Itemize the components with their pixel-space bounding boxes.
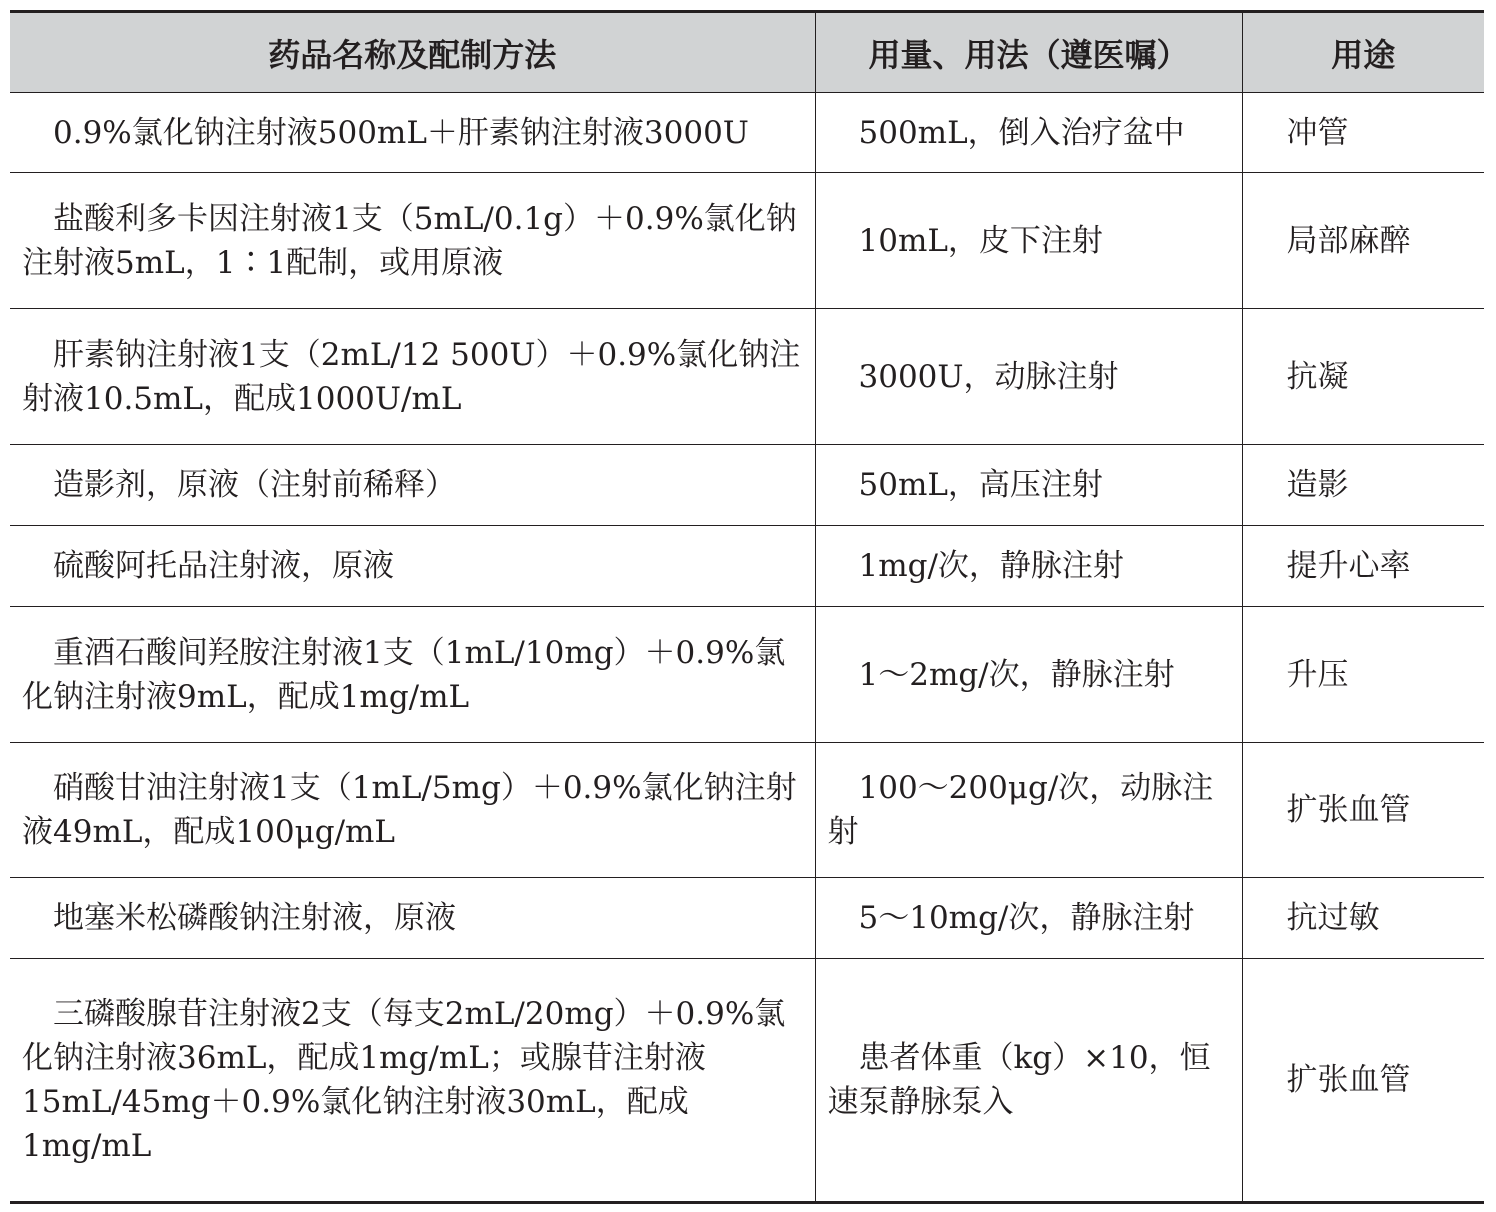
header-dosage: 用量、用法（遵医嘱） bbox=[815, 12, 1242, 93]
drug-name-cell: 盐酸利多卡因注射液1支（5mL/0.1g）＋0.9%氯化钠注射液5mL，1∶1配制，或用原液 bbox=[10, 173, 815, 309]
drug-name-cell: 重酒石酸间羟胺注射液1支（1mL/10mg）＋0.9%氯化钠注射液9mL，配成1mg/mL bbox=[10, 607, 815, 743]
dosage-cell: 500mL，倒入治疗盆中 bbox=[815, 93, 1242, 173]
dosage-cell: 1mg/次，静脉注射 bbox=[815, 526, 1242, 607]
dosage-cell: 5～10mg/次，静脉注射 bbox=[815, 878, 1242, 959]
purpose-cell: 提升心率 bbox=[1242, 526, 1484, 607]
purpose-cell: 扩张血管 bbox=[1242, 959, 1484, 1203]
dosage-cell: 100～200μg/次，动脉注射 bbox=[815, 743, 1242, 878]
table-row bbox=[10, 93, 1484, 173]
drug-table bbox=[10, 10, 1484, 1204]
dosage-cell: 1～2mg/次，静脉注射 bbox=[815, 607, 1242, 743]
header-drug-name: 药品名称及配制方法 bbox=[10, 12, 815, 93]
drug-name-cell: 肝素钠注射液1支（2mL/12 500U）＋0.9%氯化钠注射液10.5mL，配成1000U/mL bbox=[10, 309, 815, 445]
drug-name-cell: 地塞米松磷酸钠注射液，原液 bbox=[10, 878, 815, 959]
table-row bbox=[10, 445, 1484, 526]
drug-name-cell: 硫酸阿托品注射液，原液 bbox=[10, 526, 815, 607]
table-row bbox=[10, 173, 1484, 309]
drug-name-cell: 造影剂，原液（注射前稀释） bbox=[10, 445, 815, 526]
drug-name-cell: 三磷酸腺苷注射液2支（每支2mL/20mg）＋0.9%氯化钠注射液36mL，配成1mg/mL；或腺苷注射液15mL/45mg＋0.9%氯化钠注射液30mL，配成1mg/mL bbox=[10, 959, 815, 1203]
purpose-cell: 局部麻醉 bbox=[1242, 173, 1484, 309]
dosage-cell: 50mL，高压注射 bbox=[815, 445, 1242, 526]
dosage-cell: 患者体重（kg）×10，恒速泵静脉泵入 bbox=[815, 959, 1242, 1203]
header-purpose: 用途 bbox=[1242, 12, 1484, 93]
table-row bbox=[10, 743, 1484, 878]
drug-name-cell: 硝酸甘油注射液1支（1mL/5mg）＋0.9%氯化钠注射液49mL，配成100μg/mL bbox=[10, 743, 815, 878]
purpose-cell: 造影 bbox=[1242, 445, 1484, 526]
table-row bbox=[10, 959, 1484, 1203]
purpose-cell: 升压 bbox=[1242, 607, 1484, 743]
table-row bbox=[10, 607, 1484, 743]
dosage-cell: 3000U，动脉注射 bbox=[815, 309, 1242, 445]
purpose-cell: 抗过敏 bbox=[1242, 878, 1484, 959]
purpose-cell: 扩张血管 bbox=[1242, 743, 1484, 878]
purpose-cell: 抗凝 bbox=[1242, 309, 1484, 445]
drug-name-cell: 0.9%氯化钠注射液500mL＋肝素钠注射液3000U bbox=[10, 93, 815, 173]
table-header-row bbox=[10, 12, 1484, 93]
dosage-cell: 10mL，皮下注射 bbox=[815, 173, 1242, 309]
table-row bbox=[10, 309, 1484, 445]
purpose-cell: 冲管 bbox=[1242, 93, 1484, 173]
table-row bbox=[10, 878, 1484, 959]
table-row bbox=[10, 526, 1484, 607]
